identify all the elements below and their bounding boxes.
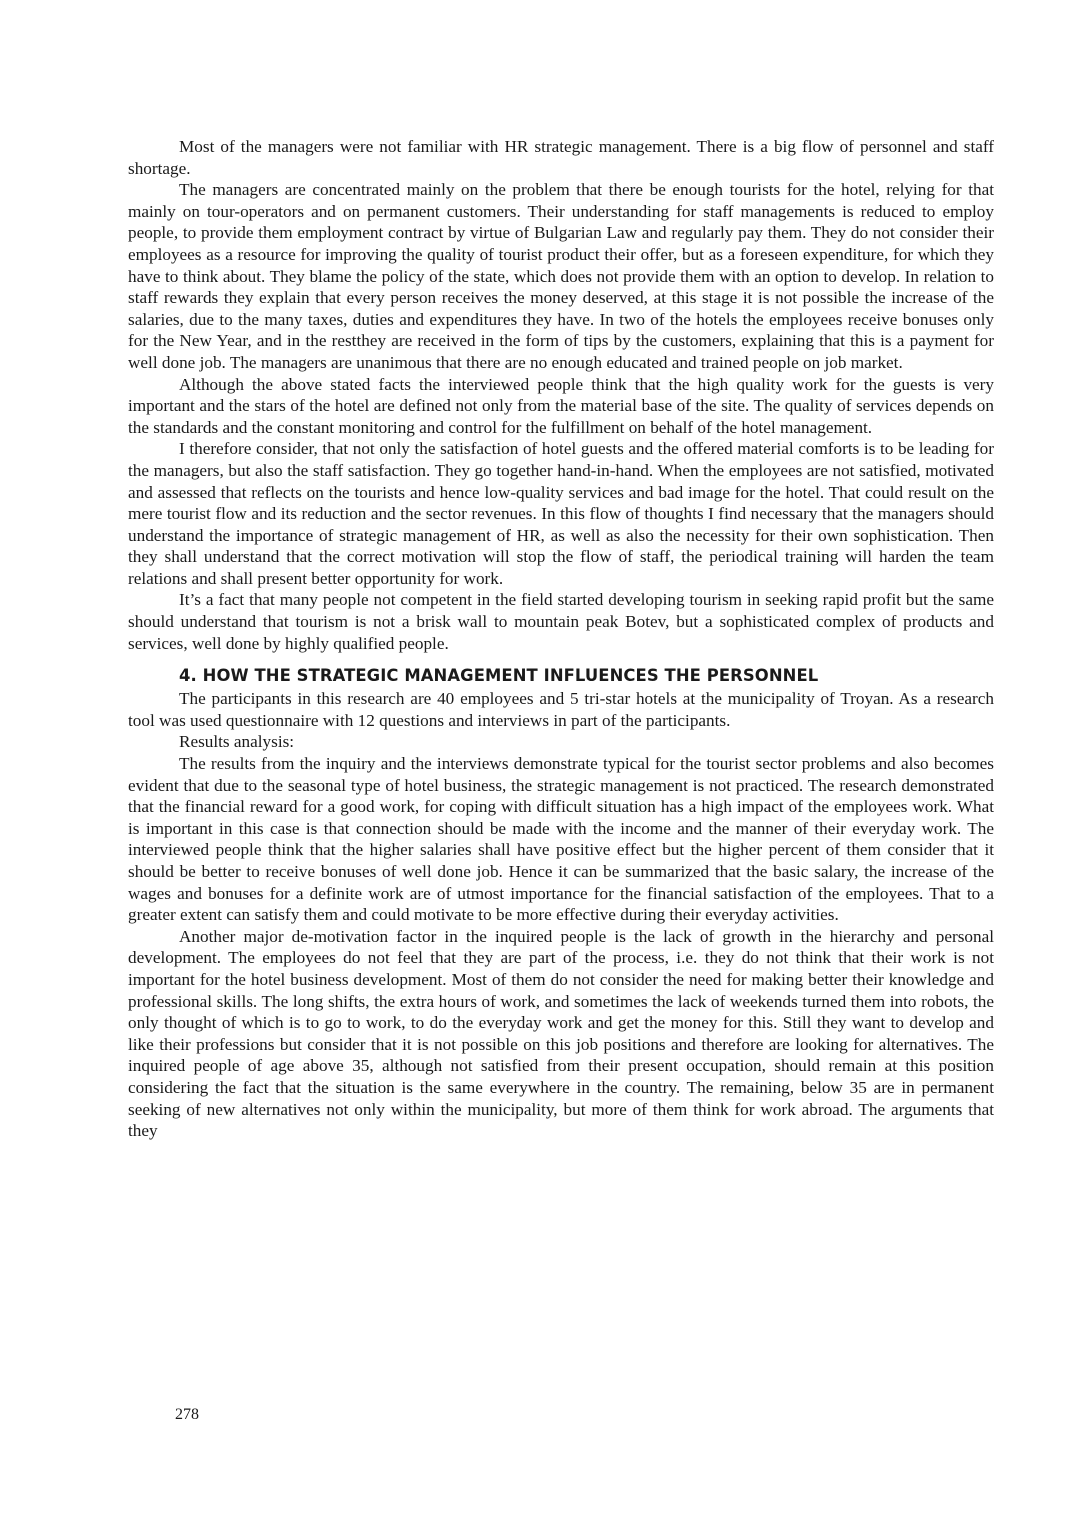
body-paragraph: The results from the inquiry and the interviews demonstrate typical for the tourist sector problems and also becomes evident that due to the seasonal type of hotel business, the strategic management is not practiced. The research demonstrated that the financial reward for a good work, for coping with difficult situation has a high impact of the employees work. What is important in this case is that connection should be made with the income and the manner of their everyday work. The interviewed people think that the higher salaries shall have positive effect but the higher percent of them consider that it should be better to receive bonuses of well done job. Hence it can be summarized that the basic salary, the increase of the wages and bonuses for a definite work are of utmost importance for the financial satisfaction of the employees. That to a greater extent can satisfy them and could motivate to be more effective during their everyday activities. [128,754,994,925]
body-paragraph: Another major de-motivation factor in the inquired people is the lack of growth in the hierarchy and personal development. The employees do not feel that they are part of the process, i.e. they do not think that their work is not important for the hotel business development. Most of them do not consider the need for making better their knowledge and professional skills. The long shifts, the extra hours of work, and sometimes the lack of weekends turned them into robots, the only thought of which is to go to work, to do the everyday work and get the money for this. Still they want to develop and like their professions but consider that it is not possible on this job positions and therefore are looking for alternatives. The inquired people of age above 35, although not satisfied from their present occupation, should remain at this position considering the fact that the situation is the same everywhere in the country. The remaining, below 35 are in permanent seeking of new alternatives not only within the municipality, but more of them think for work abroad. The arguments that they [128,926,994,1141]
body-paragraph: Results analysis: [179,732,295,752]
body-paragraph: Although the above stated facts the interviewed people think that the high quality work for the guests is very important and the stars of the hotel are defined not only from the material base of the site. The quality of services depends on the standards and the constant monitoring and control for the fulfillment on behalf of the hotel management. [128,374,994,437]
body-paragraph: The managers are concentrated mainly on the problem that there be enough tourists for the hotel, relying for that mainly on tour-operators and on permanent customers. Their understanding for staff managements is reduced to employ people, to provide them employment contract by virtue of Bulgarian Law and regularly pay them. They do not consider their employees as a resource for improving the quality of tourist product their offer, but as a foreseen expenditure, for which they have to think about. They blame the policy of the state, which does not provide them with an option to develop. In relation to staff rewards they explain that every person receives the money deserved, at this stage it is not possible the increase of the salaries, due to the many taxes, duties and expenditures they have. In two of the hotels the employees receive bonuses only for the New Year, and in the restthey are received in the form of tips by the customers, explaining that this is a payment for well done job. The managers are unanimous that there are no enough educated and trained people on job market. [128,180,994,372]
body-paragraph: I therefore consider, that not only the satisfaction of hotel guests and the offered material comforts is to be leading for the managers, but also the staff satisfaction. They go together hand-in-hand. When the employees are not satisfied, motivated and assessed that reflects on the tourists and hence low-quality services and bad image for the hotel. That could result on the mere tourist flow and its reduction and the sector revenues. In this flow of thoughts I find necessary that the managers should understand the importance of strategic management of HR, as well as also the necessity for their own sophistication. Then they shall understand that the correct motivation will stop the flow of staff, the periodical training will harden the team relations and shall present better opportunity for work. [128,439,994,588]
body-paragraph: It’s a fact that many people not competent in the field started developing tourism in seeking rapid profit but the same should understand that tourism is not a brisk wall to mountain peak Botev, but a sophisticated complex of products and services, well done by highly qualified people. [128,590,994,653]
body-paragraph: Most of the managers were not familiar with HR strategic management. There is a big flow of personnel and staff shortage. [128,137,994,178]
section-heading: 4. HOW THE STRATEGIC MANAGEMENT INFLUENCES THE PERSONNEL [179,666,819,686]
body-paragraph: The participants in this research are 40 employees and 5 tri-star hotels at the municipality of Troyan. As a research tool was used questionnaire with 12 questions and interviews in part of the participants. [128,689,994,730]
page-number: 278 [175,1406,199,1423]
page-body [128,136,994,1142]
